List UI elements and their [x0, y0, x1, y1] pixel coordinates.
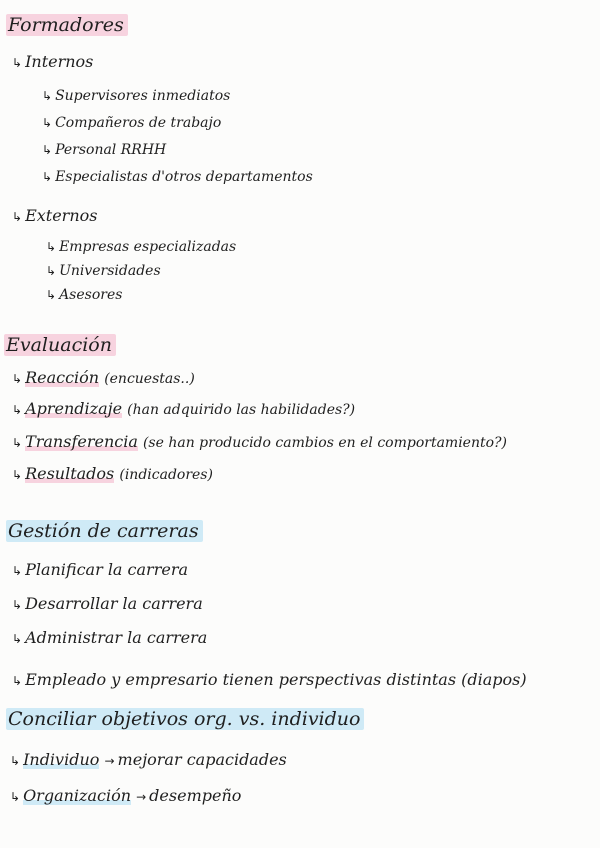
section-title-evaluacion: Evaluación — [4, 336, 116, 355]
arrow-icon: ↳ — [12, 403, 23, 417]
list-item: ↳ Empresas especializadas — [46, 239, 237, 255]
arrow-icon: ↳ — [12, 674, 23, 688]
arrow-right-icon: → — [104, 754, 115, 768]
arrow-icon: ↳ — [42, 89, 53, 103]
arrow-right-icon: → — [136, 790, 147, 804]
evaluation-item: ↳ Transferencia (se han producido cambios en el comportamiento?) — [12, 432, 508, 451]
arrow-icon: ↳ — [12, 598, 23, 612]
list-item: ↳ Desarrollar la carrera — [12, 594, 203, 613]
arrow-icon: ↳ — [42, 170, 53, 184]
goal-item: ↳ Individuo → mejorar capacidades — [10, 750, 287, 769]
section-title-gestion: Gestión de carreras — [6, 522, 203, 541]
list-item: ↳ Compañeros de trabajo — [42, 115, 222, 131]
arrow-icon: ↳ — [12, 56, 23, 70]
evaluation-item: ↳ Resultados (indicadores) — [12, 464, 213, 483]
arrow-icon: ↳ — [42, 143, 53, 157]
list-item: ↳ Supervisores inmediatos — [42, 88, 231, 104]
category-internos: ↳ Internos — [12, 52, 94, 71]
arrow-icon: ↳ — [12, 372, 23, 386]
evaluation-item: ↳ Aprendizaje (han adquirido las habilidades?) — [12, 399, 356, 418]
category-externos: ↳ Externos — [12, 206, 98, 225]
list-item: ↳ Asesores — [46, 287, 123, 303]
arrow-icon: ↳ — [10, 790, 21, 804]
arrow-icon: ↳ — [12, 436, 23, 450]
list-item: ↳ Especialistas d'otros departamentos — [42, 169, 313, 185]
list-item: ↳ Empleado y empresario tienen perspectivas distintas (diapos) — [12, 670, 527, 689]
arrow-icon: ↳ — [12, 210, 23, 224]
arrow-icon: ↳ — [46, 264, 57, 278]
section-title-conciliar: Conciliar objetivos org. vs. individuo — [6, 710, 364, 729]
list-item: ↳ Administrar la carrera — [12, 628, 208, 647]
arrow-icon: ↳ — [12, 468, 23, 482]
list-item: ↳ Personal RRHH — [42, 142, 167, 158]
arrow-icon: ↳ — [46, 288, 57, 302]
arrow-icon: ↳ — [12, 564, 23, 578]
arrow-icon: ↳ — [10, 754, 21, 768]
evaluation-item: ↳ Reacción (encuestas..) — [12, 368, 195, 387]
arrow-icon: ↳ — [46, 240, 57, 254]
arrow-icon: ↳ — [42, 116, 53, 130]
arrow-icon: ↳ — [12, 632, 23, 646]
goal-item: ↳ Organización → desempeño — [10, 786, 242, 805]
list-item: ↳ Planificar la carrera — [12, 560, 189, 579]
section-title-formadores: Formadores — [6, 16, 128, 35]
list-item: ↳ Universidades — [46, 263, 161, 279]
